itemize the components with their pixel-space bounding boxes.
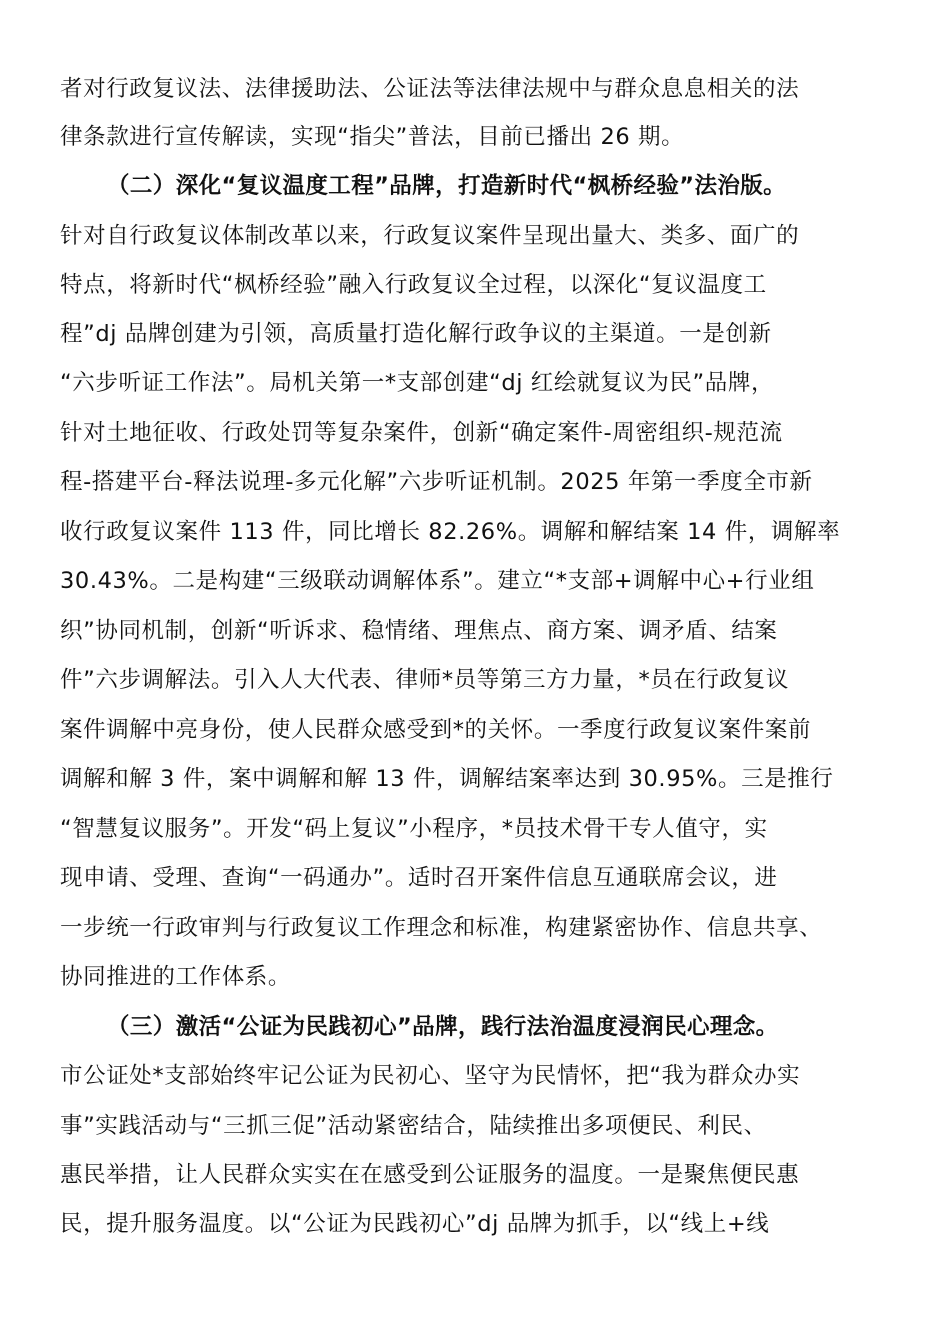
body-line-11: 30.43%。二是构建“三级联动调解体系”。建立“*支部+调解中心+行业组 <box>60 568 815 594</box>
body-line-18: 一步统一行政审判与行政复议工作理念和标准，构建紧密协作、信息共享、 <box>60 915 823 941</box>
body-line-16: “智慧复议服务”。开发“码上复议”小程序，*员技术骨干专人值守，实 <box>60 816 768 842</box>
body-line-6: 程”dj 品牌创建为引领，高质量打造化解行政争议的主渠道。一是创新 <box>60 321 772 347</box>
body-line-8: 针对土地征收、行政处罚等复杂案件，创新“确定案件-周密组织-规范流 <box>60 420 783 446</box>
body-line-21: 市公证处*支部始终牢记公证为民初心、坚守为民情怀，把“我为群众办实 <box>60 1063 801 1089</box>
body-line-7: “六步听证工作法”。局机关第一*支部创建“dj 红绘就复议为民”品牌， <box>60 370 775 396</box>
body-line-9: 程-搭建平台-释法说理-多元化解”六步听证机制。2025 年第一季度全市新 <box>60 469 813 495</box>
body-line-12: 织”协同机制，创新“听诉求、稳情绪、理焦点、商方案、调矛盾、结案 <box>60 618 778 644</box>
body-line-10: 收行政复议案件 113 件，同比增长 82.26%。调解和解结案 14 件，调解率 <box>60 519 841 545</box>
body-line-23: 惠民举措，让人民群众实实在在感受到公证服务的温度。一是聚焦便民惠 <box>60 1162 800 1188</box>
section-heading-3: （三）激活“公证为民践初心”品牌，践行法治温度浸润民心理念。 <box>107 1014 779 1040</box>
body-line-2: 律条款进行宣传解读，实现“指尖”普法，目前已播出 26 期。 <box>60 124 685 150</box>
body-line-4: 针对自行政复议体制改革以来，行政复议案件呈现出量大、类多、面广的 <box>60 223 800 249</box>
body-line-5: 特点，将新时代“枫桥经验”融入行政复议全过程，以深化“复议温度工 <box>60 272 767 298</box>
body-line-1: 者对行政复议法、法律援助法、公证法等法律法规中与群众息息相关的法 <box>60 76 800 102</box>
body-line-14: 案件调解中亮身份，使人民群众感受到*的关怀。一季度行政复议案件案前 <box>60 717 812 743</box>
body-line-22: 事”实践活动与“三抓三促”活动紧密结合，陆续推出多项便民、利民、 <box>60 1113 767 1139</box>
body-line-19: 协同推进的工作体系。 <box>60 964 292 990</box>
body-line-15: 调解和解 3 件，案中调解和解 13 件，调解结案率达到 30.95%。三是推行 <box>60 766 834 792</box>
section-heading-2: （二）深化“复议温度工程”品牌，打造新时代“枫桥经验”法治版。 <box>107 173 787 199</box>
body-line-13: 件”六步调解法。引入人大代表、律师*员等第三方力量，*员在行政复议 <box>60 667 789 693</box>
body-line-24: 民，提升服务温度。以“公证为民践初心”dj 品牌为抓手，以“线上+线 <box>60 1211 770 1237</box>
body-line-17: 现申请、受理、查询“一码通办”。适时召开案件信息互通联席会议，进 <box>60 865 778 891</box>
